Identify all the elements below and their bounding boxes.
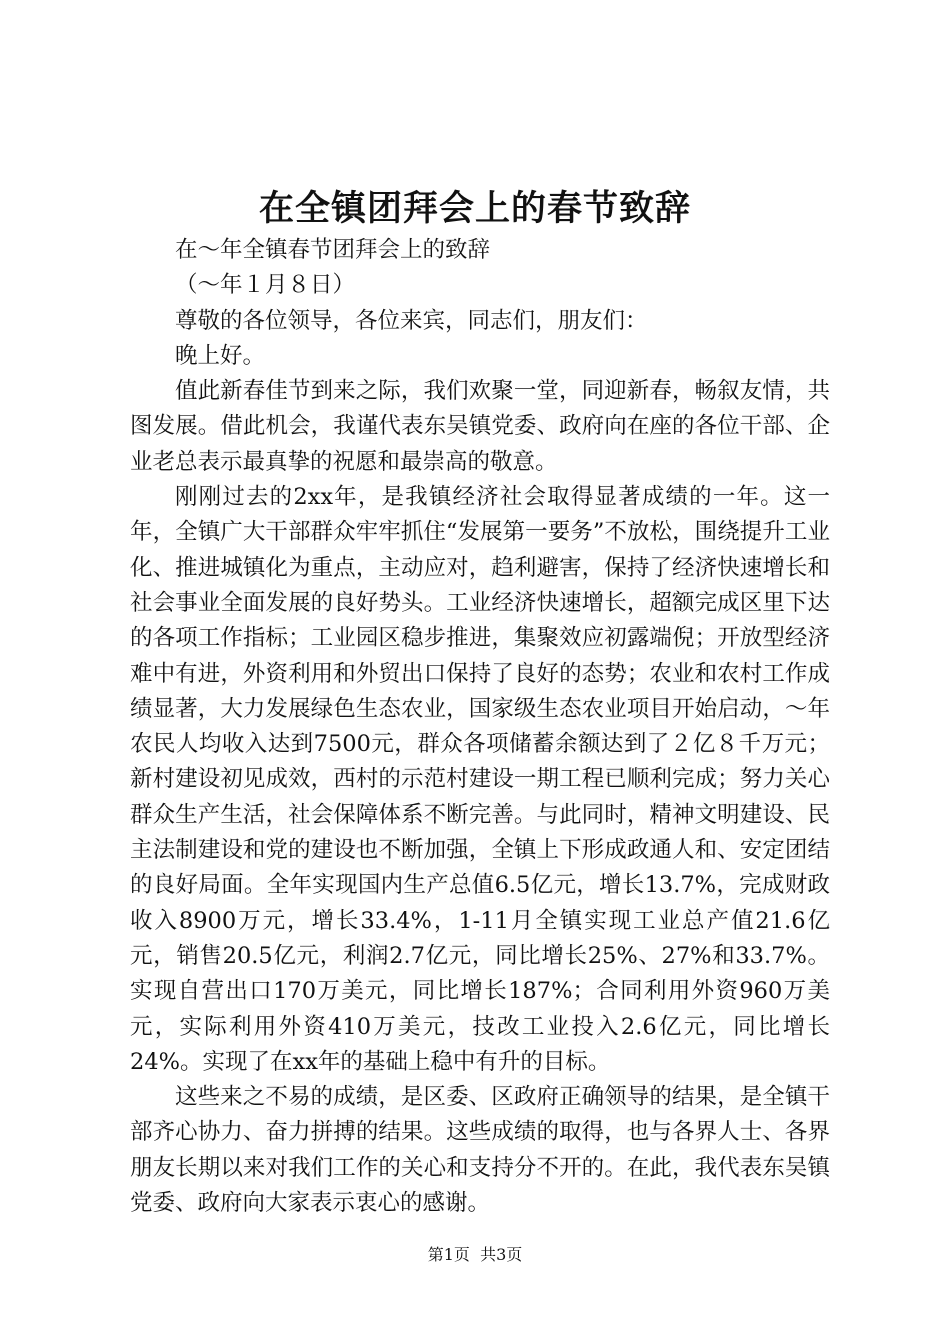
- document-body: [130, 233, 830, 1221]
- page-number: 第1页: [427, 1245, 470, 1264]
- paragraph-date: （～年１月８日）: [175, 272, 356, 299]
- paragraph-achievements: 刚刚过去的2xx年，是我镇经济社会取得显著成绩的一年。这一年，全镇广大干部群众牢牢抓住“发展第一要务”不放松，围绕提升工业化、推进城镇化为重点，主动应对，趋利避害，保持了经济快速增长和社会事业全面发展的良好势头。工业经济快速增长，超额完成区里下达的各项工作指标；工业园区稳步推进，集聚效应初露端倪；开放型经济难中有进，外资利用和外贸出口保持了良好的态势；农业和农村工作成绩显著，大力发展绿色生态农业，国家级生态农业项目开始启动，～年农民人均收入达到7500元，群众各项储蓄余额达到了２亿８千万元；新村建设初见成效，西村的示范村建设一期工程已顺利完成；努力关心群众生产生活，社会保障体系不断完善。与此同时，精神文明建设、民主法制建设和党的建设也不断加强，全镇上下形成政通人和、安定团结的良好局面。全年实现国内生产总值6.5亿元，增长13.7%，完成财政收入8900万元，增长33.4%，1-11月全镇实现工业总产值21.6亿元，销售20.5亿元，利润2.7亿元，同比增长25%、27%和33.7%。实现自营出口170万美元，同比增长187%；合同利用外资960万美元，实际利用外资410万美元，技改工业投入2.6亿元，同比增长24%。实现了在xx年的基础上稳中有升的目标。: [130, 484, 830, 1075]
- page-footer: [0, 1243, 950, 1267]
- paragraph-thanks: 这些来之不易的成绩，是区委、区政府正确领导的结果，是全镇干部齐心协力、奋力拼搏的结果。这些成绩的取得，也与各界人士、各界朋友长期以来对我们工作的关心和支持分不开的。在此，我代表东吴镇党委、政府向大家表示衷心的感谢。: [130, 1084, 830, 1217]
- paragraph-salutation: 尊敬的各位领导，各位来宾，同志们，朋友们：: [175, 307, 648, 334]
- paragraph-heading: 在～年全镇春节团拜会上的致辞: [175, 237, 491, 263]
- page-total: 共3页: [480, 1245, 523, 1264]
- paragraph-opening: 值此新春佳节到来之际，我们欢聚一堂，同迎新春，畅叙友情，共图发展。借此机会，我谨代表东吴镇党委、政府向在座的各位干部、企业老总表示最真挚的祝愿和最崇高的敬意。: [130, 378, 830, 475]
- document-title: 在全镇团拜会上的春节致辞: [258, 188, 691, 229]
- paragraph-greeting: 晚上好。: [175, 342, 266, 369]
